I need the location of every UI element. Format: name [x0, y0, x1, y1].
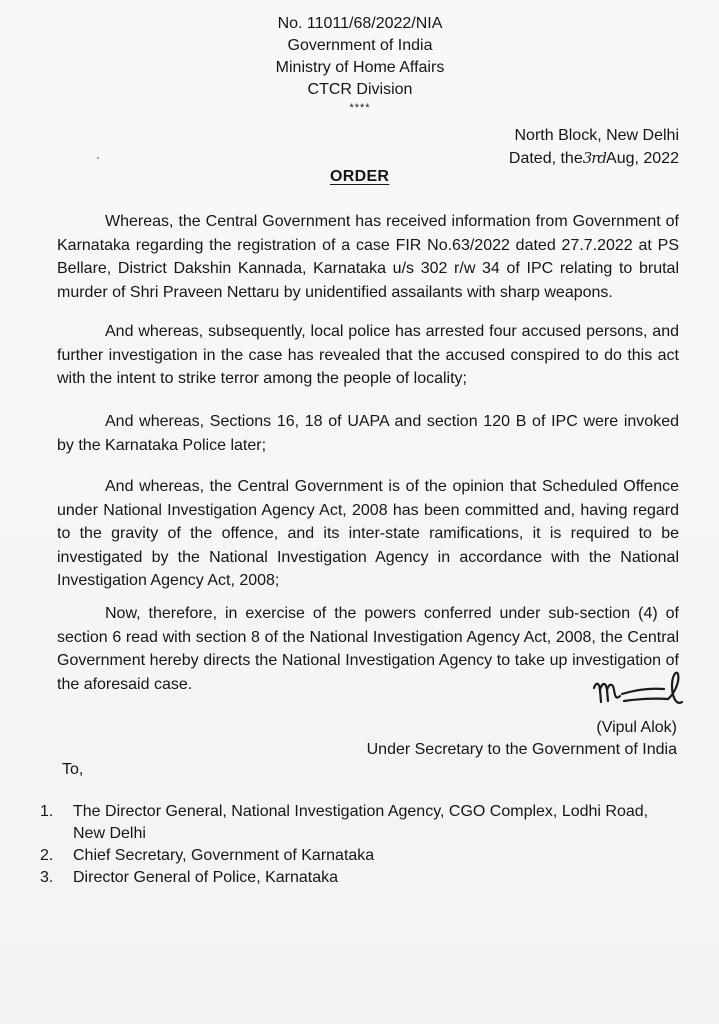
paragraph-4: And whereas, the Central Government is of the opinion that Scheduled Offence under National Investigation Agency Act, 2008 has been committed and, having regard to the gravity of the offence, and its inter-state ramifications, it is required to be investigated by the National Investigation Agency in accordance with the National Investigation Agency Act, 2008; [57, 478, 679, 589]
recipient-text: Director General of Police, Karnataka [73, 869, 339, 886]
place-line: North Block, New Delhi [514, 127, 679, 144]
date-suffix: Aug, 2022 [606, 150, 679, 167]
recipient-text: Chief Secretary, Government of Karnataka [73, 847, 375, 864]
list-item [40, 845, 680, 867]
date-line [509, 148, 679, 169]
paragraph-5: Now, therefore, in exercise of the powers conferred under sub-section (4) of section 6 read with section 8 of the National Investigation Agency Act, 2008, the Central Government hereby directs the National Investigation Agency to take up investigation of the aforesaid case. [57, 605, 679, 693]
list-item [40, 801, 680, 845]
government-heading: Government of India [287, 37, 433, 54]
list-number: 3. [40, 869, 54, 886]
paragraph-3: And whereas, Sections 16, 18 of UAPA and section 120 B of IPC were invoked by the Karnataka Police later; [57, 413, 679, 454]
list-number: 2. [40, 847, 54, 864]
signatory-designation: Under Secretary to the Government of India [366, 741, 677, 758]
handwritten-signature [590, 668, 690, 718]
list-item [40, 867, 680, 889]
recipient-text: The Director General, National Investigation Agency, CGO Complex, Lodhi Road, New Delhi [73, 803, 649, 842]
file-number: No. 11011/68/2022/NIA [277, 15, 443, 32]
signatory-name: (Vipul Alok) [596, 719, 677, 736]
division-heading: CTCR Division [307, 81, 413, 98]
date-day-handwritten: 3rd [582, 149, 607, 167]
ministry-heading: Ministry of Home Affairs [275, 59, 445, 76]
date-prefix: Dated, the [508, 150, 583, 167]
list-number: 1. [40, 803, 54, 820]
heading-stars: **** [349, 102, 371, 114]
paragraph-2: And whereas, subsequently, local police has arrested four accused persons, and further investigation in the case has revealed that the accused conspired to do this act with the intent to strike terror among the people of locality; [57, 323, 679, 387]
recipient-list [40, 801, 680, 889]
scan-speck [97, 157, 99, 159]
order-title: ORDER [330, 168, 390, 185]
to-label: To, [62, 761, 84, 778]
paragraph-1: Whereas, the Central Government has received information from Government of Karnataka regarding the registration of a case FIR No.63/2022 dated 27.7.2022 at PS Bellare, District Dakshin Kannada, Karnataka u/s 302 r/w 34 of IPC relating to brutal murder of Shri Praveen Nettaru by unidentified assailants with sharp weapons. [57, 213, 679, 301]
